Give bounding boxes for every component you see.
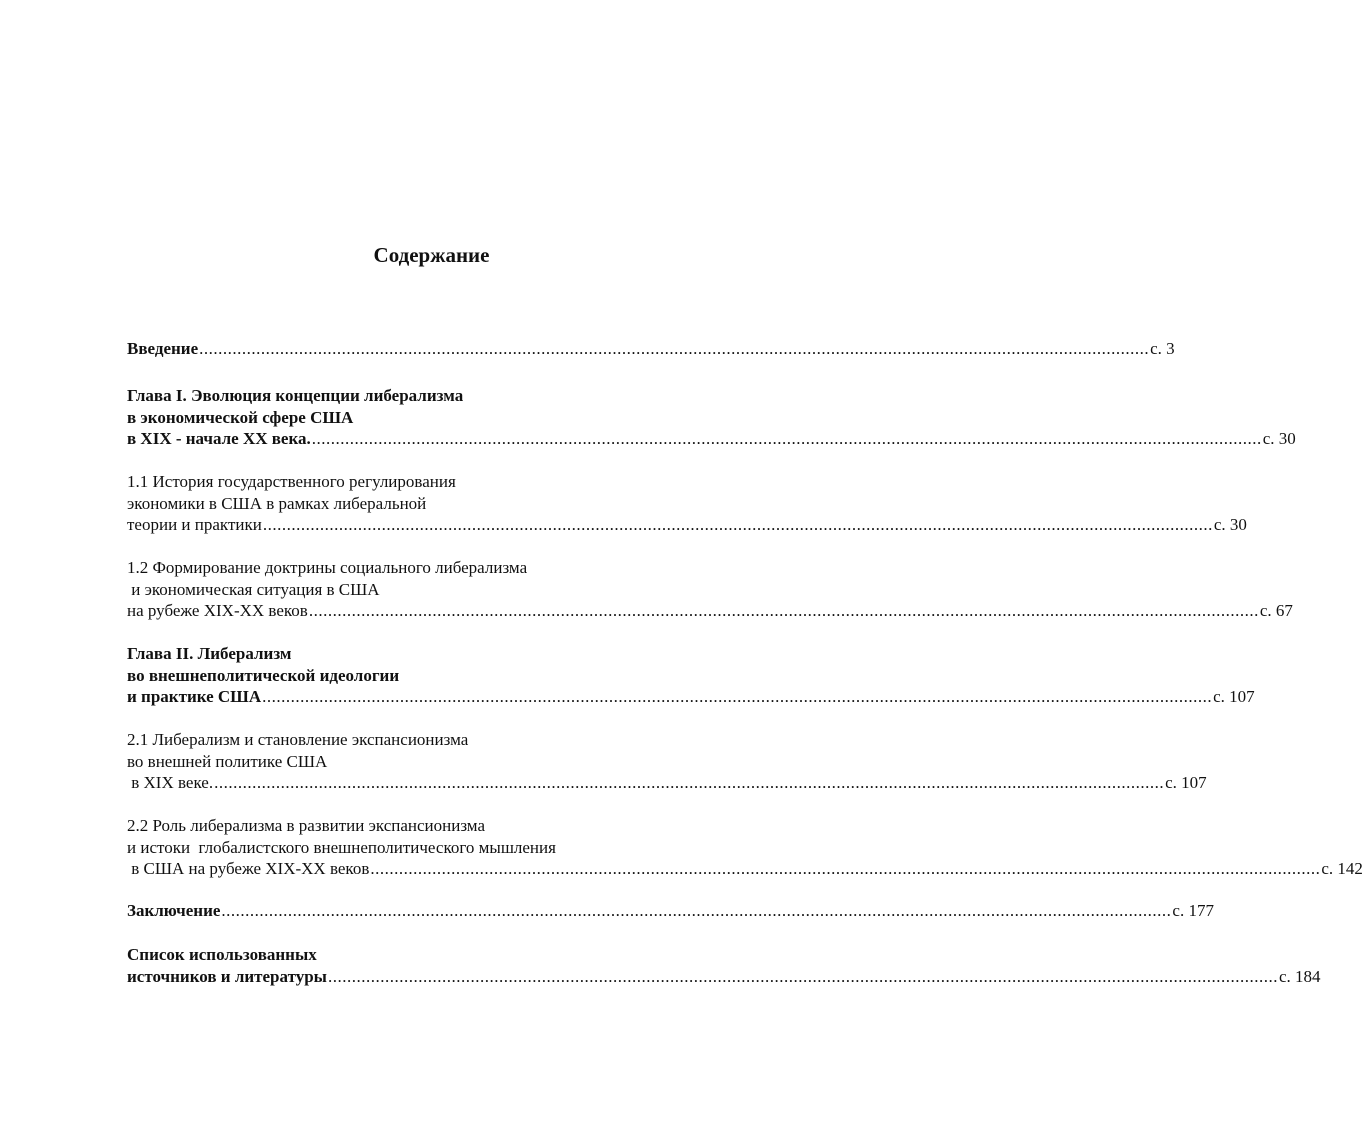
toc-page-number: с. 142 <box>1321 859 1363 878</box>
toc-dot-leader: ........................................................................................................................................................................................................ <box>221 901 1172 920</box>
toc-entry-line: во внешнеполитической идеологии <box>127 665 400 685</box>
toc-page-number: с. 107 <box>1213 687 1255 706</box>
toc-entry-line: в экономической сфере США <box>127 407 354 427</box>
toc-dot-leader: ........................................................................................................................................................................................................ <box>308 601 1259 620</box>
toc-entry-last-line <box>127 772 1207 794</box>
toc-dot-leader: ........................................................................................................................................................................................................ <box>199 339 1150 358</box>
toc-entry-last-line <box>127 858 1363 880</box>
toc-entry-line: 2.1 Либерализм и становление экспансионизма <box>127 730 469 749</box>
toc-page-number: с. 67 <box>1259 601 1293 620</box>
toc-entry-line: Список использованных <box>127 945 317 964</box>
toc-entry-line: и истоки глобалистского внешнеполитического мышления <box>127 837 556 857</box>
toc-entry-last-line <box>127 900 1214 922</box>
toc-entry[interactable] <box>127 900 1214 922</box>
toc-dot-leader: ........................................................................................................................................................................................................ <box>370 859 1321 878</box>
toc-entry[interactable] <box>127 338 1175 360</box>
toc-page-number: с. 30 <box>1213 515 1247 534</box>
toc-entry[interactable] <box>127 471 1247 536</box>
toc-entry-line: Глава II. Либерализм <box>127 644 292 663</box>
toc-entry-last-line <box>127 686 1255 708</box>
toc-entry-line: 1.2 Формирование доктрины социального либерализма <box>127 558 528 577</box>
toc-entry-line: во внешней политике США <box>127 751 328 771</box>
toc-dot-leader: ........................................................................................................................................................................................................ <box>262 687 1213 706</box>
toc-entry-text: источников и литературы <box>127 966 327 986</box>
toc-entry-text: Заключение <box>127 901 221 920</box>
toc-entry-text: Введение <box>127 339 199 358</box>
toc-dot-leader: ........................................................................................................................................................................................................ <box>327 966 1278 986</box>
toc-entry[interactable] <box>127 729 1207 794</box>
toc-dot-leader: ........................................................................................................................................................................................................ <box>262 515 1213 534</box>
toc-entry-text: на рубеже XIX-XX веков <box>127 601 308 620</box>
toc-page-number: с. 107 <box>1165 773 1207 792</box>
toc-entry-line: 1.1 История государственного регулирования <box>127 472 456 491</box>
page-title: Содержание <box>373 243 490 267</box>
toc-entry-last-line <box>127 600 1293 622</box>
toc-entry[interactable] <box>127 385 1296 450</box>
toc-entry-text: в XIX - начале XX века. <box>127 429 311 448</box>
toc-entry-text: теории и практики <box>127 515 262 534</box>
toc-page-number: с. 30 <box>1262 429 1296 448</box>
toc-entry-line: 2.2 Роль либерализма в развитии экспансионизма <box>127 816 485 835</box>
toc-entry[interactable] <box>127 643 1255 708</box>
toc-entry-line: и экономическая ситуация в США <box>127 579 380 599</box>
toc-entry-line: экономики в США в рамках либеральной <box>127 493 427 513</box>
toc-entry[interactable] <box>127 815 1363 880</box>
toc-entry-text: в США на рубеже XIX-XX веков <box>127 859 370 878</box>
toc-entry[interactable] <box>127 944 1321 987</box>
toc-entry-last-line <box>127 428 1296 450</box>
toc-entry[interactable] <box>127 557 1293 622</box>
toc-page-number: с. 3 <box>1150 339 1175 358</box>
toc-entry-text: и практике США <box>127 687 262 706</box>
toc-dot-leader: ........................................................................................................................................................................................................ <box>214 773 1165 792</box>
toc-entry-last-line <box>127 514 1247 536</box>
toc-entry-last-line <box>127 338 1175 360</box>
toc-page-number: с. 177 <box>1172 901 1214 920</box>
toc-entry-text: в XIX веке. <box>127 773 214 792</box>
toc-entry-line: Глава I. Эволюция концепции либерализма <box>127 386 464 405</box>
toc-dot-leader: ........................................................................................................................................................................................................ <box>311 429 1262 448</box>
toc-page-number: с. 184 <box>1278 966 1321 986</box>
toc-entry-last-line <box>127 966 1321 988</box>
